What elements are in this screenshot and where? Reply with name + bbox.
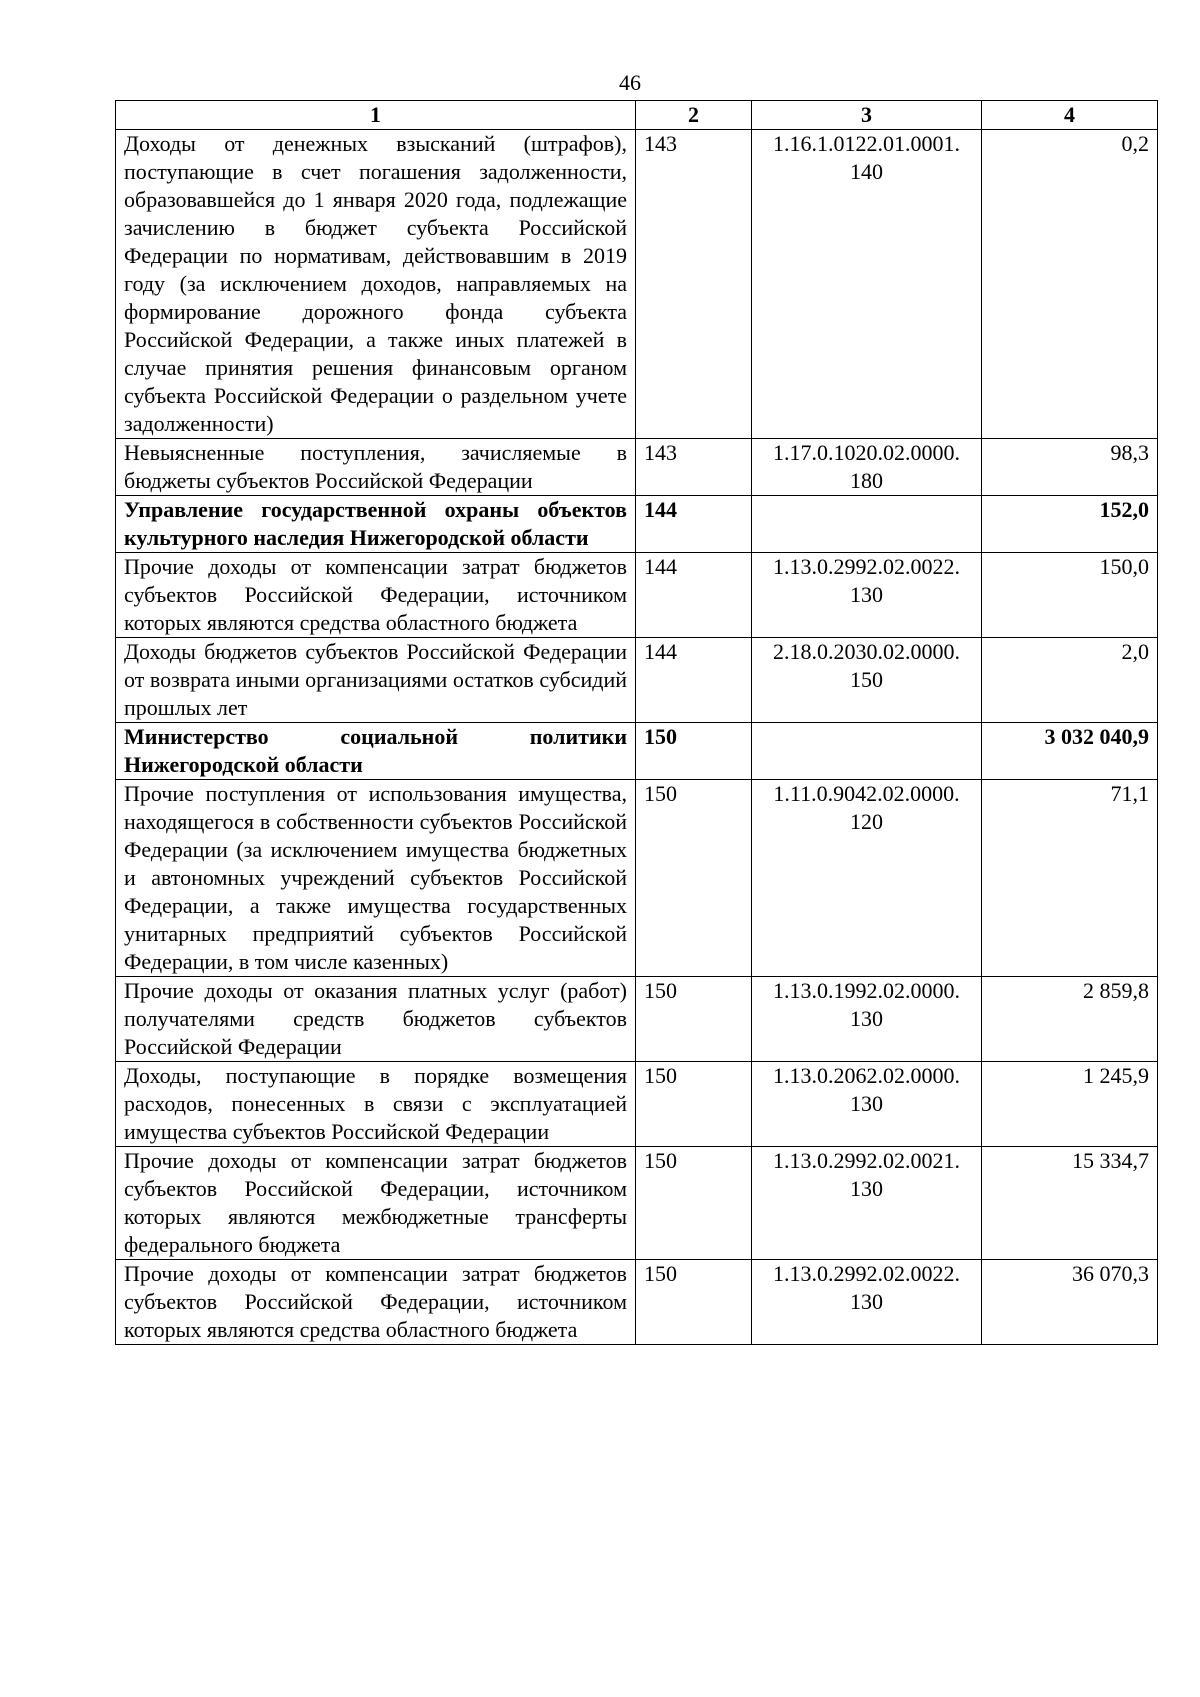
revenue-name-cell: Невыясненные поступления, зачисляемые в бюджеты субъектов Российской Федерации	[116, 439, 636, 496]
budget-code-line-1: 1.13.0.1992.02.0000.	[773, 978, 960, 1003]
amount-cell: 71,1	[982, 780, 1158, 977]
admin-code-cell: 150	[636, 1260, 752, 1345]
budget-code-cell	[752, 638, 982, 723]
table-row	[116, 1147, 1158, 1260]
admin-code-cell: 144	[636, 638, 752, 723]
amount-cell: 15 334,7	[982, 1147, 1158, 1260]
admin-code-cell: 144	[636, 553, 752, 638]
table-row	[116, 439, 1158, 496]
admin-code-cell: 150	[636, 977, 752, 1062]
budget-code-cell	[752, 977, 982, 1062]
budget-code-cell	[752, 130, 982, 439]
page-number: 46	[619, 70, 641, 95]
budget-code-line-2: 130	[850, 1176, 883, 1201]
revenue-name-cell: Доходы бюджетов субъектов Российской Федерации от возврата иными организациями остатков субсидий прошлых лет	[116, 638, 636, 723]
budget-code-cell	[752, 439, 982, 496]
amount-cell: 152,0	[982, 496, 1158, 553]
table-row	[116, 723, 1158, 780]
table-row	[116, 1062, 1158, 1147]
revenue-name-cell: Прочие доходы от компенсации затрат бюджетов субъектов Российской Федерации, источником которых являются средства областного бюджета	[116, 1260, 636, 1345]
revenue-name-cell: Доходы, поступающие в порядке возмещения расходов, понесенных в связи с эксплуатацией имущества субъектов Российской Федерации	[116, 1062, 636, 1147]
budget-code-line-1: 1.16.1.0122.01.0001.	[773, 131, 960, 156]
revenue-name-cell: Управление государственной охраны объектов культурного наследия Нижегородской области	[116, 496, 636, 553]
header-col-1: 1	[116, 101, 636, 130]
amount-cell: 2,0	[982, 638, 1158, 723]
budget-code-line-2: 130	[850, 1289, 883, 1314]
table-row	[116, 1260, 1158, 1345]
admin-code-cell: 150	[636, 780, 752, 977]
admin-code-cell: 143	[636, 439, 752, 496]
budget-code-cell	[752, 1062, 982, 1147]
table-row	[116, 977, 1158, 1062]
budget-code-cell	[752, 1147, 982, 1260]
header-col-4: 4	[982, 101, 1158, 130]
budget-code-line-2: 140	[850, 159, 883, 184]
budget-code-cell	[752, 723, 982, 780]
table-row	[116, 780, 1158, 977]
revenue-name-cell: Министерство социальной политики Нижегородской области	[116, 723, 636, 780]
admin-code-cell: 144	[636, 496, 752, 553]
budget-code-line-2: 130	[850, 1006, 883, 1031]
budget-code-line-1: 1.11.0.9042.02.0000.	[773, 781, 960, 806]
budget-code-cell	[752, 780, 982, 977]
revenue-name-cell: Доходы от денежных взысканий (штрафов), поступающие в счет погашения задолженности, образовавшейся до 1 января 2020 года, подлежащие зачислению в бюджет субъекта Российской Федерации по нормативам, действовавшим в 2019 году (за исключением доходов, направляемых на формирование дорожного фонда субъекта Российской Федерации, а также иных платежей в случае принятия решения финансовым органом субъекта Российской Федерации о раздельном учете задолженности)	[116, 130, 636, 439]
table-row	[116, 130, 1158, 439]
admin-code-cell: 143	[636, 130, 752, 439]
revenue-name-cell: Прочие доходы от оказания платных услуг (работ) получателями средств бюджетов субъектов Российской Федерации	[116, 977, 636, 1062]
admin-code-cell: 150	[636, 1147, 752, 1260]
header-col-2: 2	[636, 101, 752, 130]
budget-code-cell	[752, 1260, 982, 1345]
budget-code-line-2: 120	[850, 809, 883, 834]
admin-code-cell: 150	[636, 723, 752, 780]
budget-code-line-2: 180	[850, 468, 883, 493]
table-header-row	[116, 101, 1158, 130]
budget-code-line-2: 150	[850, 667, 883, 692]
admin-code-cell: 150	[636, 1062, 752, 1147]
amount-cell: 1 245,9	[982, 1062, 1158, 1147]
budget-code-cell	[752, 496, 982, 553]
amount-cell: 3 032 040,9	[982, 723, 1158, 780]
budget-code-line-1: 1.13.0.2992.02.0021.	[773, 1148, 960, 1173]
table-row	[116, 496, 1158, 553]
revenue-table	[115, 100, 1158, 1345]
budget-code-line-2: 130	[850, 1091, 883, 1116]
table-row	[116, 638, 1158, 723]
budget-code-cell	[752, 553, 982, 638]
revenue-name-cell: Прочие доходы от компенсации затрат бюджетов субъектов Российской Федерации, источником которых являются средства областного бюджета	[116, 553, 636, 638]
budget-code-line-1: 2.18.0.2030.02.0000.	[773, 639, 960, 664]
header-col-3: 3	[752, 101, 982, 130]
amount-cell: 2 859,8	[982, 977, 1158, 1062]
table-body	[116, 130, 1158, 1345]
budget-code-line-1: 1.13.0.2992.02.0022.	[773, 1261, 960, 1286]
revenue-name-cell: Прочие поступления от использования имущества, находящегося в собственности субъектов Российской Федерации (за исключением имущества бюджетных и автономных учреждений субъектов Российской Федерации, а также имущества государственных унитарных предприятий субъектов Российской Федерации, в том числе казенных)	[116, 780, 636, 977]
amount-cell: 98,3	[982, 439, 1158, 496]
table-row	[116, 553, 1158, 638]
amount-cell: 0,2	[982, 130, 1158, 439]
budget-code-line-2: 130	[850, 582, 883, 607]
revenue-name-cell: Прочие доходы от компенсации затрат бюджетов субъектов Российской Федерации, источником которых являются межбюджетные трансферты федерального бюджета	[116, 1147, 636, 1260]
budget-code-line-1: 1.13.0.2062.02.0000.	[773, 1063, 960, 1088]
amount-cell: 150,0	[982, 553, 1158, 638]
budget-code-line-1: 1.13.0.2992.02.0022.	[773, 554, 960, 579]
amount-cell: 36 070,3	[982, 1260, 1158, 1345]
budget-code-line-1: 1.17.0.1020.02.0000.	[773, 440, 960, 465]
